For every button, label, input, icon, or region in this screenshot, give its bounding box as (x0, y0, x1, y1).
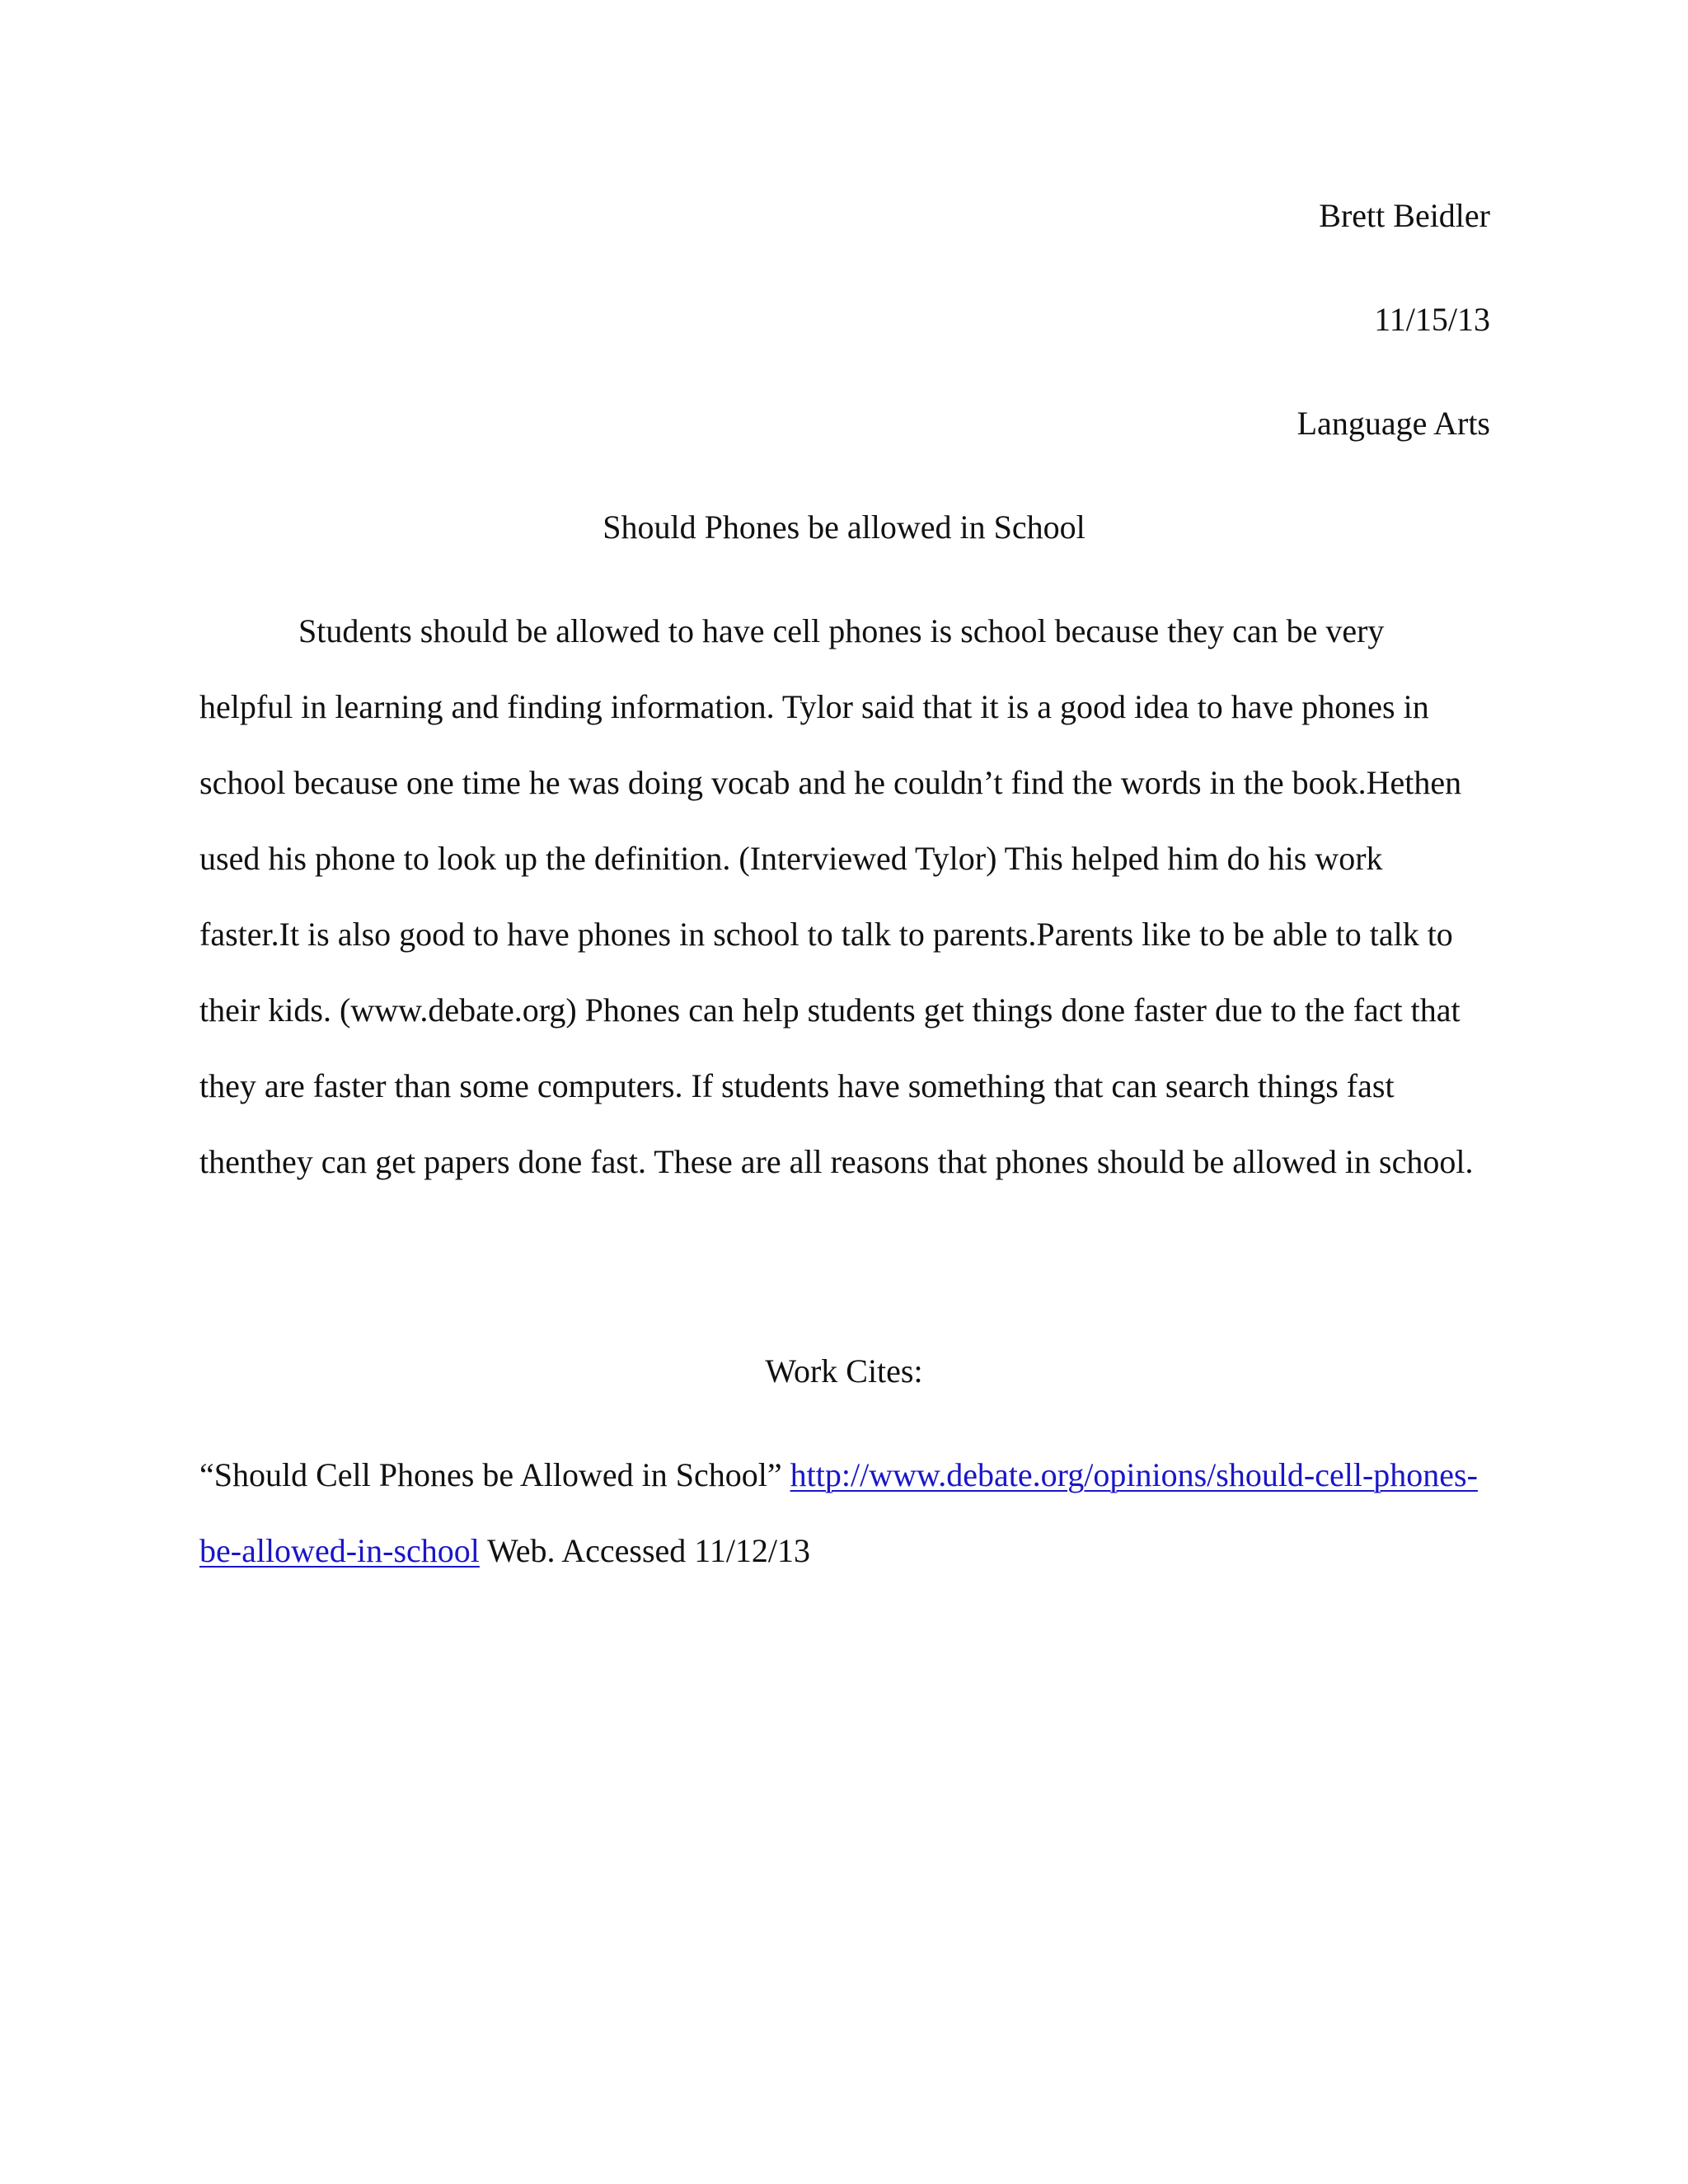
citation-link-part-1[interactable]: http://www.debate.org/opinions/should-cell-phones- (790, 1456, 1478, 1493)
body-line-2: helpful in learning and finding information. Tylor said that it is a good idea to have phones in (199, 688, 1429, 725)
document-date: 11/15/13 (1374, 301, 1490, 338)
citation-link-part-2[interactable]: be-allowed-in-school (199, 1532, 480, 1569)
essay-title: Should Phones be allowed in School (603, 509, 1085, 546)
body-line-1: Students should be allowed to have cell phones is school because they can be very (298, 612, 1385, 649)
body-line-4: used his phone to look up the definition. (Interviewed Tylor) This helped him do his work (199, 840, 1383, 877)
subject-line: Language Arts (1296, 405, 1490, 442)
body-line-6: their kids. (www.debate.org) Phones can help students get things done faster due to the fact that (199, 991, 1461, 1029)
citation-line-2 (199, 1531, 810, 1571)
citation-accessed: Web. Accessed 11/12/13 (487, 1532, 811, 1569)
author-name: Brett Beidler (1319, 197, 1490, 234)
works-cited-heading: Work Cites: (765, 1352, 923, 1390)
citation-title: “Should Cell Phones be Allowed in School” (199, 1456, 782, 1493)
body-line-3: school because one time he was doing vocab and he couldn’t find the words in the book.Hethen (199, 764, 1462, 801)
body-line-7: they are faster than some computers. If students have something that can search things fast (199, 1067, 1395, 1104)
body-line-5: faster.It is also good to have phones in school to talk to parents.Parents like to be able to talk to (199, 916, 1453, 953)
citation-line-1 (199, 1455, 1478, 1495)
body-line-8: thenthey can get papers done fast. These are all reasons that phones should be allowed in school. (199, 1143, 1474, 1180)
